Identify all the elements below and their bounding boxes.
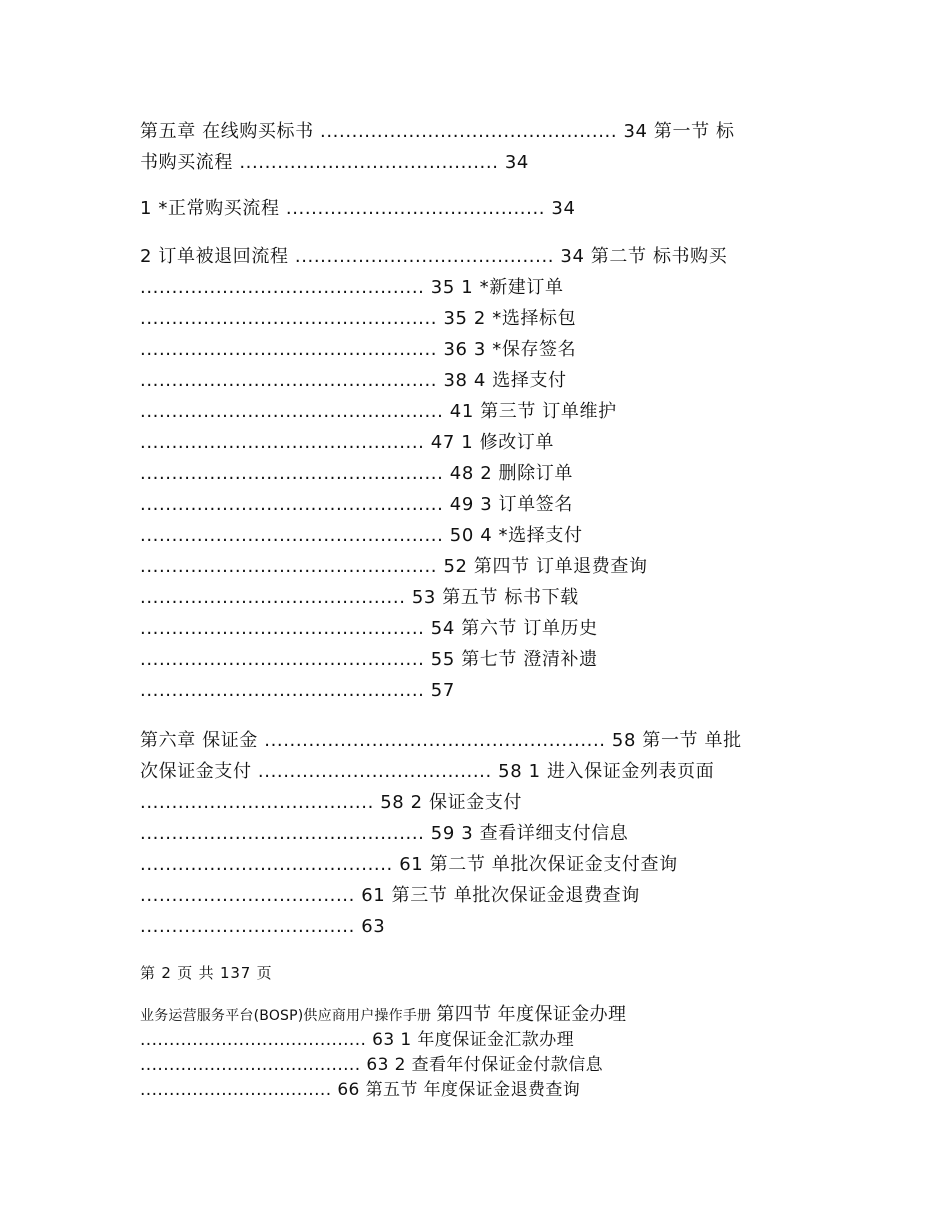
toc-line: ............................................... 52 第四节 订单退费查询 xyxy=(140,556,648,577)
toc-line: ............................................. 55 第七节 澄清补遗 xyxy=(140,649,598,670)
toc-line: ..................................... 58 2 保证金支付 xyxy=(140,792,523,813)
toc-line: ....................................... 63 1 年度保证金汇款办理 xyxy=(140,1030,575,1050)
toc-line: .................................. 61 第三节 单批次保证金退费查询 xyxy=(140,885,640,906)
toc-line: ................................................ 41 第三节 订单维护 xyxy=(140,401,617,422)
toc-line: ............................................. 57 xyxy=(140,680,455,701)
toc-line: ................................................ 49 3 订单签名 xyxy=(140,494,573,515)
toc-line: ............................................... 36 3 *保存签名 xyxy=(140,339,577,360)
document-title: 业务运营服务平台(BOSP)供应商用户操作手册 xyxy=(140,1008,432,1024)
running-header xyxy=(140,1004,626,1027)
header-section: 第四节 年度保证金办理 xyxy=(436,1004,627,1025)
toc-line: ................................. 66 第五节 年度保证金退费查询 xyxy=(140,1080,581,1100)
toc-line: ............................................. 54 第六节 订单历史 xyxy=(140,618,598,639)
toc-line: .................................. 63 xyxy=(140,916,386,937)
toc-line: ................................................ 50 4 *选择支付 xyxy=(140,525,583,546)
toc-line: ...................................... 63 2 查看年付保证金付款信息 xyxy=(140,1055,604,1075)
toc-line: 1 *正常购买流程 ......................................... 34 xyxy=(140,198,576,219)
toc-line: ............................................... 35 2 *选择标包 xyxy=(140,308,577,329)
toc-line: .......................................... 53 第五节 标书下载 xyxy=(140,587,579,608)
toc-line: ............................................. 47 1 修改订单 xyxy=(140,432,554,453)
toc-line: 次保证金支付 ..................................... 58 1 进入保证金列表页面 xyxy=(140,761,715,782)
toc-line: ............................................. 35 1 *新建订单 xyxy=(140,277,564,298)
toc-line: ............................................... 38 4 选择支付 xyxy=(140,370,567,391)
toc-line: ........................................ 61 第二节 单批次保证金支付查询 xyxy=(140,854,678,875)
toc-line: 书购买流程 ......................................... 34 xyxy=(140,152,529,173)
page-number-footer: 第 2 页 共 137 页 xyxy=(140,964,273,982)
toc-line: 第五章 在线购买标书 ............................................... 34 第一节 标 xyxy=(140,121,735,142)
toc-line: ................................................ 48 2 删除订单 xyxy=(140,463,573,484)
toc-line: ............................................. 59 3 查看详细支付信息 xyxy=(140,823,629,844)
toc-line: 第六章 保证金 ...................................................... 58 第一节 单批 xyxy=(140,730,742,751)
toc-line: 2 订单被退回流程 ......................................... 34 第二节 标书购买 xyxy=(140,246,728,267)
